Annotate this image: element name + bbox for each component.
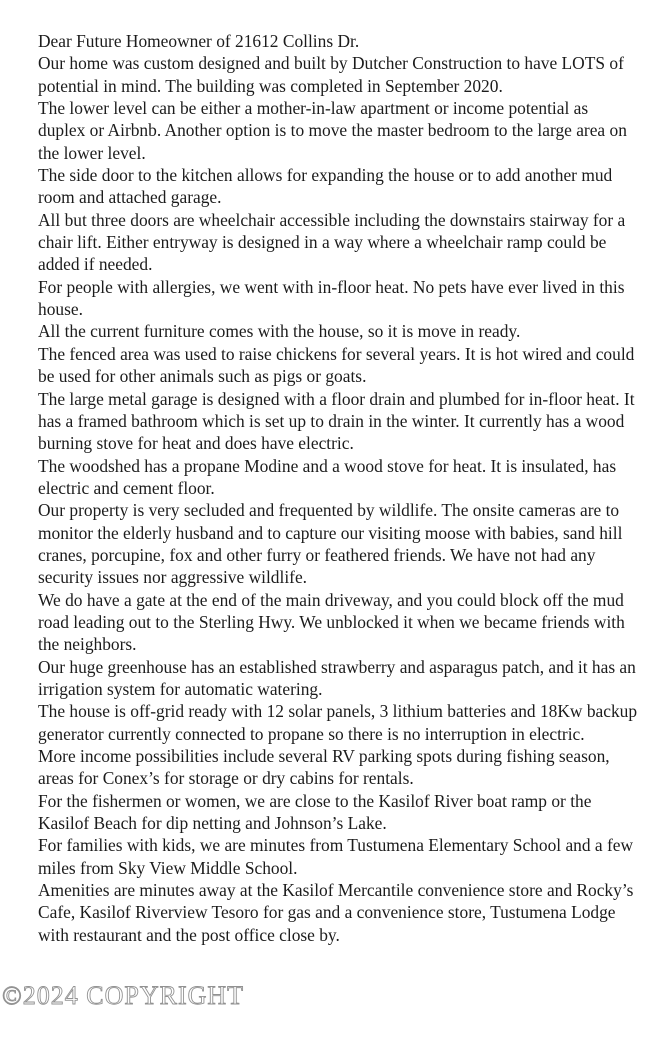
paragraph-construction: Our home was custom designed and built by Dutcher Construction to have LOTS of potential in mind. The building was completed in September 2020.	[38, 53, 624, 96]
paragraph-woodshed: The woodshed has a propane Modine and a wood stove for heat. It is insulated, has electric and cement floor.	[38, 455, 617, 498]
copyright-watermark: ©2024 COPYRIGHT	[2, 981, 245, 1010]
paragraph-furniture: All the current furniture comes with the house, so it is move in ready.	[38, 321, 521, 342]
paragraph-wildlife: Our property is very secluded and frequented by wildlife. The onsite cameras are to monitor the elderly husband and to capture our visiting moose with babies, sand hill cranes, porcupine, fox and other furry or feathered friends. We have not had any security issues nor aggressive wildlife.	[38, 500, 623, 588]
letter-body	[38, 30, 638, 946]
paragraph-gate: We do have a gate at the end of the main driveway, and you could block off the mud road leading out to the Sterling Hwy. We unblocked it when we became friends with the neighbors.	[38, 589, 625, 655]
paragraph-fishing: For the fishermen or women, we are close to the Kasilof River boat ramp or the Kasilof Beach for dip netting and Johnson’s Lake.	[38, 790, 592, 834]
paragraph-allergies: For people with allergies, we went with in-floor heat. No pets have ever lived in this house.	[38, 276, 625, 320]
paragraph-amenities: Amenities are minutes away at the Kasilof Mercantile convenience store and Rocky’s Cafe, Kasilof Riverview Tesoro for gas and a convenience store, Tustumena Lodge with restaurant and the post office close by.	[38, 880, 634, 945]
paragraph-side-door: The side door to the kitchen allows for expanding the house or to add another mud room and attached garage.	[38, 165, 613, 208]
paragraph-metal-garage: The large metal garage is designed with a floor drain and plumbed for in-floor heat. It has a framed bathroom which is set up to drain in the winter. It currently has a wood burning stove for heat and does have electric.	[38, 388, 635, 454]
letter-salutation: Dear Future Homeowner of 21612 Collins Dr.	[38, 31, 360, 51]
paragraph-off-grid: The house is off-grid ready with 12 solar panels, 3 lithium batteries and 18Kw backup generator currently connected to propane so there is no interruption in electric.	[38, 701, 638, 744]
paragraph-greenhouse: Our huge greenhouse has an established strawberry and asparagus patch, and it has an irrigation system for automatic watering.	[38, 656, 636, 699]
paragraph-fenced-area: The fenced area was used to raise chickens for several years. It is hot wired and could be used for other animals such as pigs or goats.	[38, 343, 635, 387]
paragraph-income: More income possibilities include several RV parking spots during fishing season, areas for Conex’s for storage or dry cabins for rentals.	[38, 746, 610, 789]
paragraph-wheelchair: All but three doors are wheelchair accessible including the downstairs stairway for a chair lift. Either entryway is designed in a way where a wheelchair ramp could be added if needed.	[38, 209, 626, 275]
paragraph-lower-level: The lower level can be either a mother-in-law apartment or income potential as duplex or Airbnb. Another option is to move the master bedroom to the large area on the lower level.	[38, 98, 627, 163]
paragraph-schools: For families with kids, we are minutes from Tustumena Elementary School and a few miles from Sky View Middle School.	[38, 835, 634, 878]
